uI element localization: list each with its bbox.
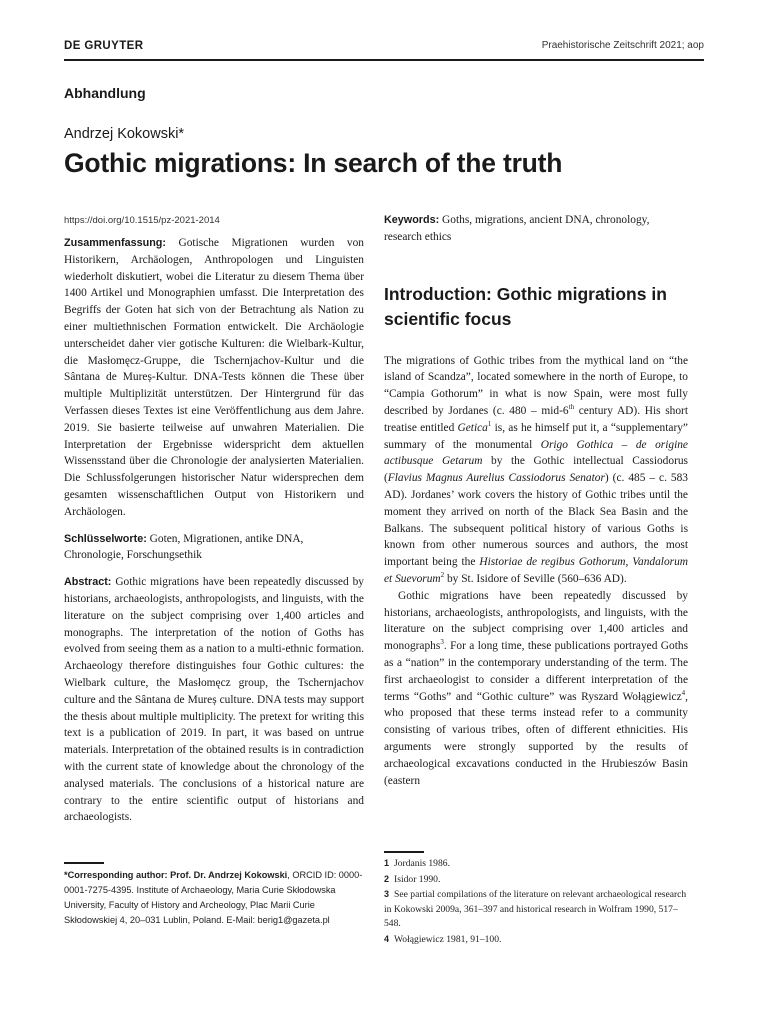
author-name: Andrzej Kokowski*	[64, 126, 185, 142]
intro-p2-text-c: , who proposed that these terms instead refer to a community consisting of various tribes, often of different ethnicities. His arguments were strongly supported by the results of archaeological excavations conducted in the Hrubieszów Basin (eastern	[384, 690, 688, 787]
intro-p2-text-b: . For a long time, these publications portrayed Goths as a “nation” in the contemporary understanding of the term. The first archaeologist to consider a different interpretation of the terms “Goths” and “Gothic culture” was Ryszard Wołągiewicz	[384, 640, 688, 703]
introduction-heading: Introduction: Gothic migrations in scientific focus	[384, 283, 667, 329]
footnote-ref-1[interactable]: 1	[487, 419, 492, 428]
intro-paragraph-1	[384, 353, 688, 588]
doi-link[interactable]: https://doi.org/10.1515/pz-2021-2014	[64, 215, 220, 226]
footnote-item	[384, 856, 688, 872]
intro-p2-text-a: Gothic migrations have been repeatedly discussed by historians, archaeologists, anthropologists, and linguists, with the literature on the subject comprising over 1,400 articles and monographs	[384, 589, 688, 653]
running-header	[64, 40, 704, 56]
footnote-number: 3	[384, 889, 390, 899]
zusammenfassung-label: Zusammenfassung:	[64, 237, 166, 249]
cassiodorus-name: Flavius Magnus Aurelius Cassiodorus Senator	[387, 472, 605, 485]
historiae-title: Historiae de regibus Gothorum, Vandalorum et Suevorum	[384, 556, 689, 585]
schluesselworte-text: Goten, Migrationen, antike DNA, Chronologie, Forschungsethik	[64, 532, 304, 562]
abstract-text: Gothic migrations have been repeatedly discussed by historians, archaeologists, anthropologists, and linguists, with the literature on the subject comprising over 1,400 articles and monographs. The interpretation of the notion of Goths has evolved from seeing them as a nation to a multi-ethnic formation. Archaeology therefore distinguishes four Gothic cultures: the Wielbark culture, the Masłomęcz group, the Tschernjachov culture and the Sântana de Mureș culture. DNA tests may support the thesis about multiple multiplicity. The pretext for writing this text is a publication of 2019. In part, it was based on untrue materials. Interpretation of the obtained results is in contradiction with the current state of knowledge about the chronology of the analysed materials. The conclusions of a historical nature are contrary to the entire scientific output of historians and archaeologists.	[64, 576, 364, 824]
footnote-number: 1	[384, 858, 390, 868]
footnote-text: Jordanis 1986.	[394, 858, 450, 869]
footnotes-rule	[384, 851, 424, 853]
corresponding-label: *Corresponding author: Prof. Dr. Andrzej Kokowski	[64, 870, 288, 880]
intro-p1-text-a: The migrations of Gothic tribes from the mythical land on “the island of Scandza”, located somewhere in the north of Europe, to “Campia Gothorum” in what is now Spain, were most fully described by Jordanes (c. 480 – mid-6	[384, 354, 688, 417]
getica-title: Getica	[457, 421, 488, 434]
left-column	[64, 215, 364, 826]
article-title: Gothic migrations: In search of the truth	[64, 148, 563, 178]
footnote-ref-2[interactable]: 2	[440, 571, 445, 580]
header-rule	[64, 59, 704, 61]
footnote-number: 2	[384, 873, 390, 884]
footnote-item	[384, 887, 688, 932]
intro-p1-text-c: is, as he himself put it, a “supplementary” summary of the monumental	[384, 421, 688, 451]
journal-citation: Praehistorische Zeitschrift 2021; aop	[541, 40, 704, 51]
footnote-item	[384, 872, 688, 888]
zusammenfassung-text: Gotische Migrationen wurden von Historikern, Archäologen, Anthropologen und Linguisten wiederholt diskutiert, wobei die Literatur zu diesem Thema über 1400 Artikel und Monographien umfasst. Die Interpretation des Begriffs der Goten hat sich von der Betrachtung als Nation zu einer multiethnischen Formation entwickelt. Die Archäologie unterscheidet daher vier gotische Kulturen: die Wielbark-Kultur, die Masłomęcz-Gruppe, die Tschernjachov-Kultur und die Sântana de Mureș-Kultur. DNA-Tests können die These über multiple Multiplizität unterstützen. Der Hintergrund für das Verfassen dieses Textes ist eine Veröffentlichung aus dem Jahre. 2019. Sie basierte teilweise auf unwahren Materialien. Die Interpretation der Ergebnisse widerspricht dem aktuellen Wissensstand über die Chronologie der analysierten Materialien. Die Schlussfolgerungen historischer Natur widersprechen dem gesamten wissenschaftlichen Output von Historikern und Archäologen.	[64, 237, 364, 518]
origo-gothica-title: Origo Gothica – de origine actibusque Getarum	[384, 438, 688, 468]
footnote-number: 4	[384, 933, 390, 944]
keywords-label: Keywords:	[384, 214, 440, 226]
superscript-th: th	[568, 403, 575, 412]
schluesselworte-paragraph	[64, 531, 364, 565]
schluesselworte-label: Schlüsselworte:	[64, 532, 147, 545]
footnotes-list	[384, 856, 688, 947]
footnote-item	[384, 932, 688, 948]
intro-p1-text-d: by the Gothic intellectual Cassiodorus (	[384, 455, 688, 485]
footnote-text: See partial compilations of the literature on relevant archaeological research in Kokowski 2009a, 361–397 and historical research in Wolfram 1990, 517–548.	[384, 889, 687, 929]
footnote-ref-4[interactable]: 4	[681, 688, 686, 697]
footnote-ref-3[interactable]: 3	[440, 638, 444, 647]
section-type: Abhandlung	[64, 85, 146, 101]
zusammenfassung-paragraph	[64, 235, 364, 521]
footnote-text: Wołągiewicz 1981, 91–100.	[394, 933, 502, 945]
corresponding-author-note	[64, 868, 364, 928]
keywords-text: Goths, migrations, ancient DNA, chronology, research ethics	[384, 214, 650, 243]
corresponding-text: , ORCID ID: 0000-0001-7275-4395. Institute of Archaeology, Maria Curie Skłodowska University, Faculty of History and Archeology, Plac Marii Curie Skłodowskiej 4, 20–031 Lublin, Poland. E-Mail: berig1@gazeta.pl	[64, 870, 363, 925]
keywords-paragraph	[384, 212, 688, 246]
abstract-paragraph	[64, 574, 364, 826]
corresponding-rule	[64, 862, 104, 864]
intro-paragraph-2	[384, 588, 688, 790]
intro-p1-text-e: ) (c. 485 – c. 583 AD). Jordanes’ work covers the history of Gothic tribes until the moment they arrived on north of the Black Sea Basin and the Balkans. The subsequent political history of various Goths is known from other numerous sources and authors, the most important being the	[384, 472, 688, 569]
footnote-text: Isidor 1990.	[394, 873, 441, 885]
publisher-name: DE GRUYTER	[64, 40, 144, 52]
right-column	[384, 212, 688, 789]
abstract-label: Abstract:	[64, 576, 112, 589]
intro-p1-text-f: by St. Isidore of Seville (560–636 AD).	[444, 572, 627, 585]
intro-p1-text-b: century AD). His short treatise entitled	[384, 404, 688, 434]
